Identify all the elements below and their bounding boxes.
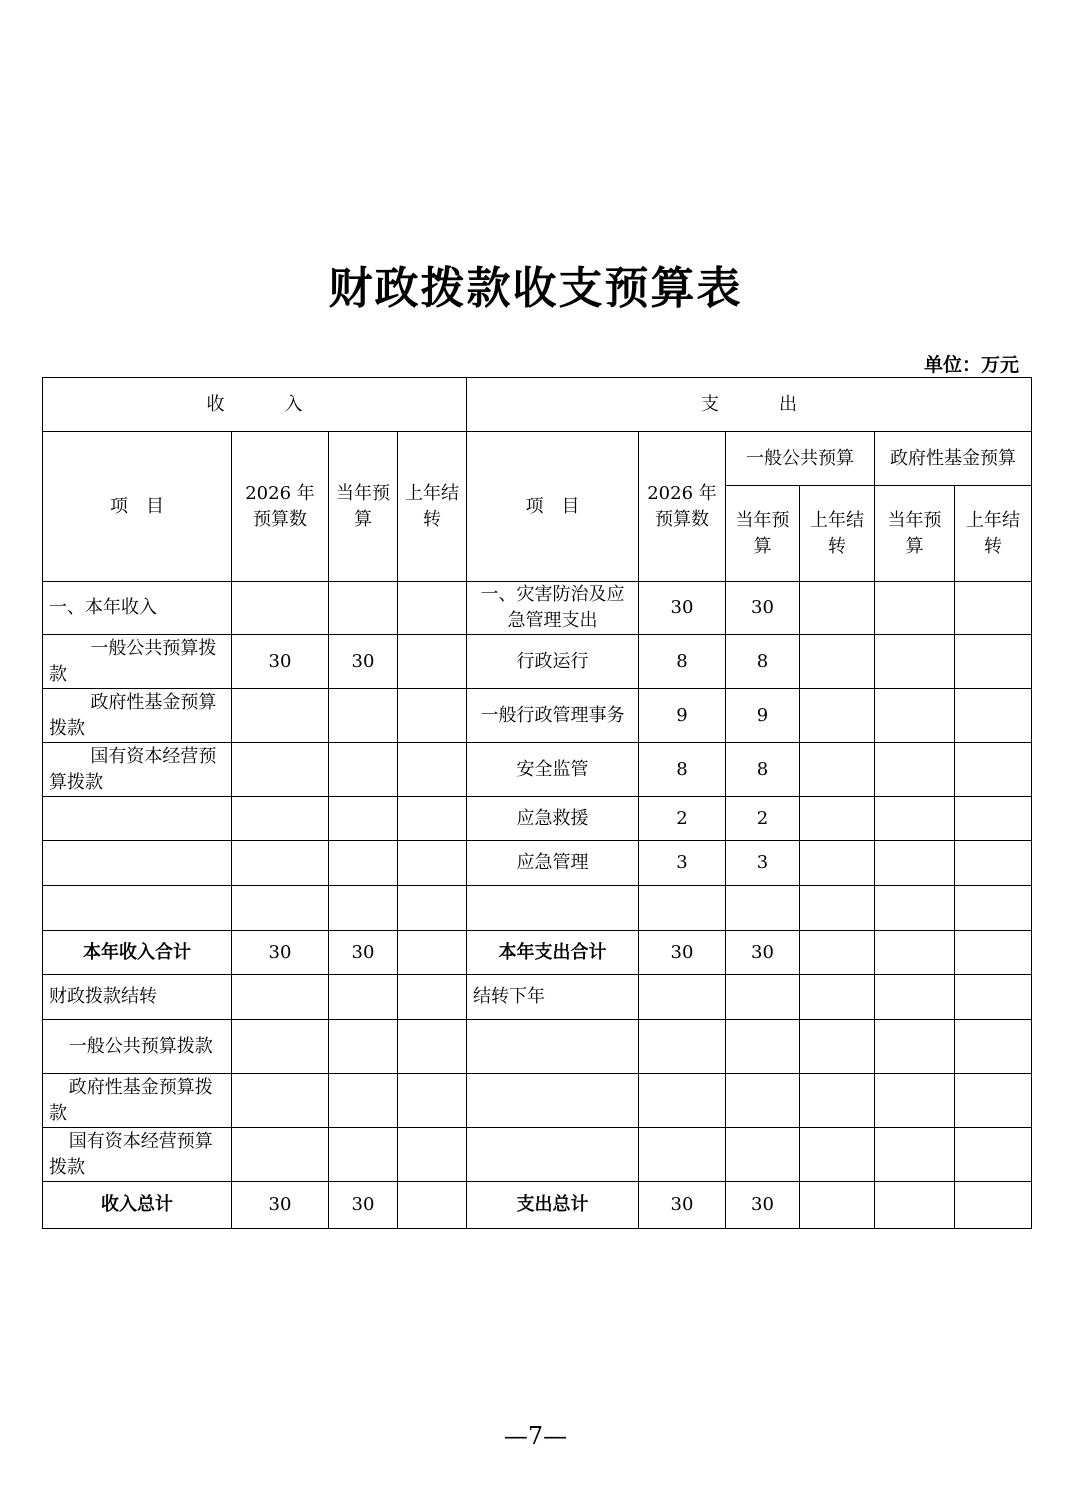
income-item: 一、本年收入	[43, 582, 232, 635]
income-section-header	[43, 378, 467, 432]
expense-item: 行政运行	[467, 635, 639, 689]
income-2026	[232, 1020, 329, 1074]
expense-2026	[639, 1020, 726, 1074]
income-current	[329, 1020, 398, 1074]
expense-gf-current	[875, 841, 955, 886]
expense-2026: 2	[639, 797, 726, 841]
income-current	[329, 797, 398, 841]
income-carryover	[398, 975, 467, 1020]
expense-item: 应急管理	[467, 841, 639, 886]
expense-gp-current: 30	[726, 582, 800, 635]
expense-gf-current	[875, 1074, 955, 1128]
income-item	[43, 841, 232, 886]
income-carryover	[398, 635, 467, 689]
general-public-header: 一般公共预算	[726, 432, 875, 486]
gov-fund-header: 政府性基金预算	[875, 432, 1032, 486]
expense-2026: 30	[639, 582, 726, 635]
income-current	[329, 689, 398, 743]
table-row	[43, 743, 1032, 797]
expense-gf-carryover	[955, 635, 1032, 689]
expense-section-header	[467, 378, 1032, 432]
income-carryover	[398, 582, 467, 635]
expense-gf-current	[875, 975, 955, 1020]
expense-2026	[639, 886, 726, 931]
income-2026: 30	[232, 635, 329, 689]
income-item: 政府性基金预算拨款	[43, 689, 232, 743]
expense-gf-carryover	[955, 1074, 1032, 1128]
income-carryover	[398, 931, 467, 975]
income-carryover	[398, 689, 467, 743]
income-2026: 30	[232, 931, 329, 975]
expense-item: 一般行政管理事务	[467, 689, 639, 743]
expense-gp-carryover	[800, 975, 875, 1020]
expense-2026: 8	[639, 743, 726, 797]
table-row	[43, 689, 1032, 743]
section-header-row	[43, 378, 1032, 432]
table-row	[43, 1182, 1032, 1229]
expense-gp-current: 9	[726, 689, 800, 743]
expense-2026: 30	[639, 931, 726, 975]
expense-total-label: 支出总计	[467, 1182, 639, 1229]
income-current	[329, 743, 398, 797]
expense-gp-current: 3	[726, 841, 800, 886]
income-2026	[232, 1074, 329, 1128]
expense-2026	[639, 1074, 726, 1128]
expense-gf-carryover	[955, 582, 1032, 635]
income-current	[329, 1128, 398, 1182]
income-current: 30	[329, 931, 398, 975]
expense-gp-carryover	[800, 931, 875, 975]
income-carryover	[398, 886, 467, 931]
expense-2026: 9	[639, 689, 726, 743]
expense-gf-carryover	[955, 797, 1032, 841]
expense-subtotal-label: 本年支出合计	[467, 931, 639, 975]
income-2026	[232, 582, 329, 635]
expense-gf-carryover	[955, 975, 1032, 1020]
table-row	[43, 886, 1032, 931]
expense-2026-header: 2026 年预算数	[639, 432, 726, 582]
income-subtotal-label: 本年收入合计	[43, 931, 232, 975]
income-item	[43, 886, 232, 931]
expense-gp-current	[726, 1074, 800, 1128]
expense-item	[467, 1020, 639, 1074]
expense-gf-current	[875, 582, 955, 635]
income-item: 一般公共预算拨款	[43, 635, 232, 689]
expense-char-1: 支	[701, 393, 720, 415]
expense-2026: 30	[639, 1182, 726, 1229]
expense-gp-carryover	[800, 1074, 875, 1128]
expense-gp-carryover	[800, 1182, 875, 1229]
expense-gf-carryover	[955, 743, 1032, 797]
income-2026: 30	[232, 1182, 329, 1229]
table-row	[43, 931, 1032, 975]
expense-2026: 8	[639, 635, 726, 689]
expense-gp-current	[726, 886, 800, 931]
expense-2026: 3	[639, 841, 726, 886]
income-item: 国有资本经营预算拨款	[43, 743, 232, 797]
income-2026	[232, 886, 329, 931]
income-2026	[232, 797, 329, 841]
expense-gf-current	[875, 931, 955, 975]
income-item-header: 项 目	[43, 432, 232, 582]
expense-item: 安全监管	[467, 743, 639, 797]
income-carryover-header: 上年结转	[398, 432, 467, 582]
expense-gp-carryover	[800, 582, 875, 635]
income-2026	[232, 841, 329, 886]
income-current	[329, 975, 398, 1020]
expense-item: 应急救援	[467, 797, 639, 841]
expense-item: 结转下年	[467, 975, 639, 1020]
expense-gf-current	[875, 1182, 955, 1229]
expense-gp-carryover	[800, 1020, 875, 1074]
income-current: 30	[329, 635, 398, 689]
table-row	[43, 1074, 1032, 1128]
page-number: —7—	[503, 1422, 568, 1450]
table-row	[43, 841, 1032, 886]
income-2026	[232, 975, 329, 1020]
expense-2026	[639, 1128, 726, 1182]
income-carryover	[398, 1128, 467, 1182]
income-item: 国有资本经营预算拨款	[43, 1128, 232, 1182]
expense-item	[467, 1128, 639, 1182]
expense-gp-current	[726, 975, 800, 1020]
expense-gf-carryover	[955, 1020, 1032, 1074]
income-total-label: 收入总计	[43, 1182, 232, 1229]
expense-2026	[639, 975, 726, 1020]
income-carryover	[398, 1074, 467, 1128]
expense-item-header: 项 目	[467, 432, 639, 582]
expense-gp-current: 30	[726, 931, 800, 975]
expense-gf-current	[875, 1128, 955, 1182]
page-title: 财政拨款收支预算表	[328, 263, 743, 314]
income-carryover	[398, 797, 467, 841]
table-row	[43, 797, 1032, 841]
income-current	[329, 1074, 398, 1128]
expense-gp-current: 30	[726, 1182, 800, 1229]
income-carryover	[398, 743, 467, 797]
expense-gp-current	[726, 1020, 800, 1074]
gf-current-header: 当年预算	[875, 486, 955, 582]
table-row	[43, 582, 1032, 635]
expense-gf-current	[875, 743, 955, 797]
income-current: 30	[329, 1182, 398, 1229]
income-carryover	[398, 1182, 467, 1229]
column-header-row-1	[43, 432, 1032, 486]
gp-carryover-header: 上年结转	[800, 486, 875, 582]
income-char-1: 收	[206, 393, 225, 415]
income-2026-header: 2026 年预算数	[232, 432, 329, 582]
expense-gf-current	[875, 886, 955, 931]
income-carryover	[398, 841, 467, 886]
income-carryover	[398, 1020, 467, 1074]
expense-gp-carryover	[800, 635, 875, 689]
income-current	[329, 582, 398, 635]
table-row	[43, 975, 1032, 1020]
expense-gp-carryover	[800, 886, 875, 931]
expense-char-2: 出	[779, 393, 798, 415]
expense-item: 一、灾害防治及应急管理支出	[467, 582, 639, 635]
income-item: 一般公共预算拨款	[43, 1020, 232, 1074]
expense-gp-current	[726, 1128, 800, 1182]
expense-gp-current: 2	[726, 797, 800, 841]
income-2026	[232, 743, 329, 797]
income-2026	[232, 1128, 329, 1182]
expense-item	[467, 1074, 639, 1128]
gf-carryover-header: 上年结转	[955, 486, 1032, 582]
gp-current-header: 当年预算	[726, 486, 800, 582]
budget-table	[42, 377, 1032, 1229]
income-item	[43, 797, 232, 841]
expense-gf-carryover	[955, 1182, 1032, 1229]
income-current	[329, 841, 398, 886]
expense-gf-carryover	[955, 1128, 1032, 1182]
table-row	[43, 1020, 1032, 1074]
table-row	[43, 635, 1032, 689]
expense-gf-current	[875, 635, 955, 689]
expense-gp-current: 8	[726, 635, 800, 689]
income-2026	[232, 689, 329, 743]
expense-gp-carryover	[800, 797, 875, 841]
expense-item	[467, 886, 639, 931]
expense-gf-carryover	[955, 841, 1032, 886]
income-item: 政府性基金预算拨款	[43, 1074, 232, 1128]
expense-gp-carryover	[800, 1128, 875, 1182]
expense-gp-carryover	[800, 743, 875, 797]
unit-label: 单位：万元	[923, 354, 1019, 376]
expense-gf-current	[875, 1020, 955, 1074]
expense-gf-carryover	[955, 689, 1032, 743]
expense-gf-carryover	[955, 931, 1032, 975]
income-item: 财政拨款结转	[43, 975, 232, 1020]
expense-gp-carryover	[800, 841, 875, 886]
expense-gp-current: 8	[726, 743, 800, 797]
income-char-2: 入	[284, 393, 303, 415]
table-row	[43, 1128, 1032, 1182]
income-current-header: 当年预算	[329, 432, 398, 582]
income-current	[329, 886, 398, 931]
expense-gf-current	[875, 797, 955, 841]
expense-gf-carryover	[955, 886, 1032, 931]
expense-gf-current	[875, 689, 955, 743]
expense-gp-carryover	[800, 689, 875, 743]
